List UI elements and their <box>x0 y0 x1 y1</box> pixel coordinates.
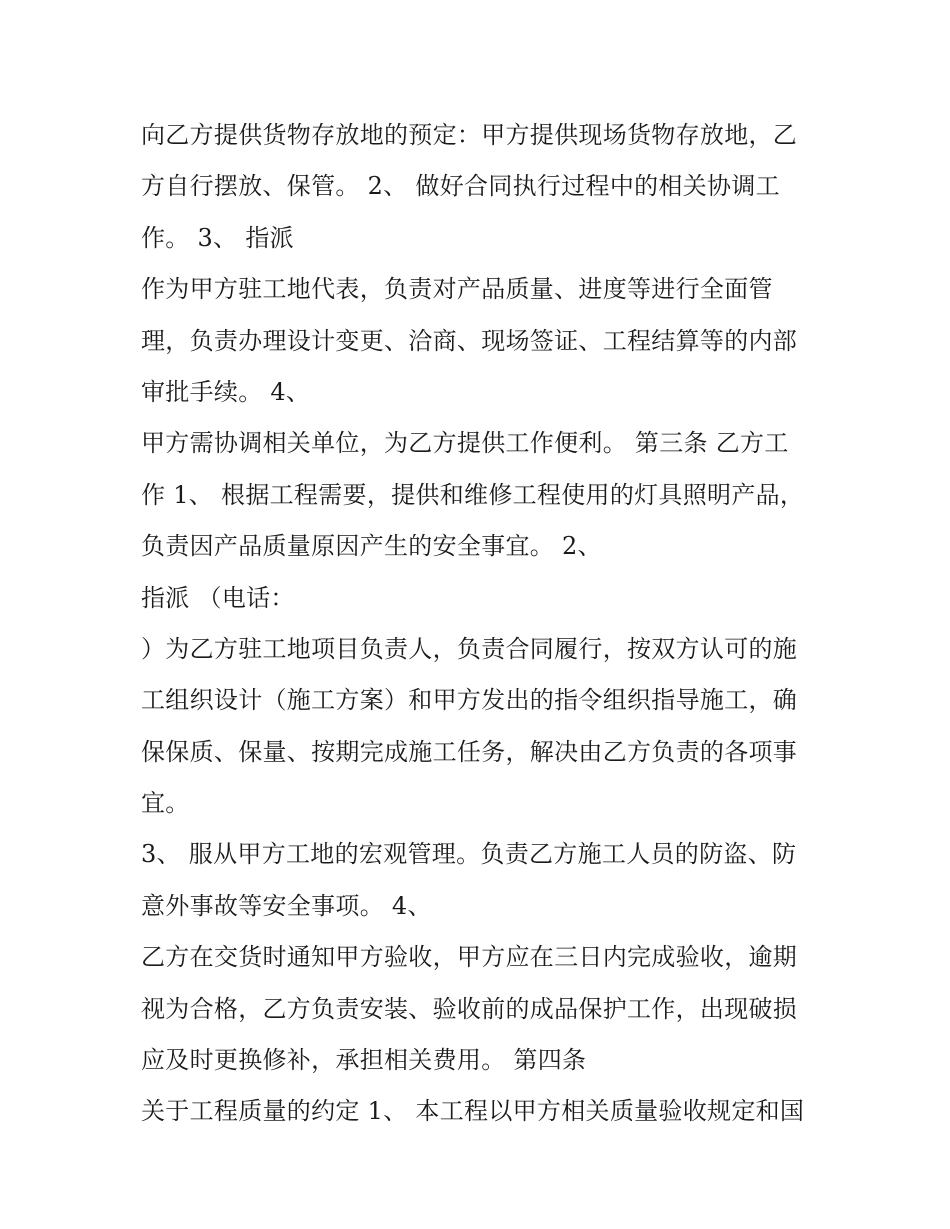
text-line: 乙方在交货时通知甲方验收，甲方应在三日内完成验收，逾期 <box>141 943 798 972</box>
text-line: 3、 服从甲方工地的宏观管理。负责乙方施工人员的防盗、防 <box>141 840 797 869</box>
text-line: 工组织设计（施工方案）和甲方发出的指令组织指导施工，确 <box>141 686 798 715</box>
text-line: 宜。 <box>141 789 190 818</box>
text-line: 甲方需协调相关单位，为乙方提供工作便利。 第三条 乙方工 <box>141 429 789 458</box>
text-line: 指派 （电话： <box>141 583 295 612</box>
text-line: 方自行摆放、保管。 2、 做好合同执行过程中的相关协调工 <box>141 172 780 201</box>
text-line: 作为甲方驻工地代表，负责对产品质量、进度等进行全面管 <box>141 275 773 304</box>
text-line: ）为乙方驻工地项目负责人，负责合同履行，按双方认可的施 <box>141 634 798 663</box>
text-line: 理，负责办理设计变更、洽商、现场签证、工程结算等的内部 <box>141 326 798 355</box>
text-line: 作。 3、 指派 <box>141 223 294 252</box>
text-line: 负责因产品质量原因产生的安全事宜。 2、 <box>141 532 602 561</box>
text-line: 应及时更换修补，承担相关费用。 第四条 <box>141 1046 587 1075</box>
text-line: 审批手续。 4、 <box>141 377 311 406</box>
contract-body-text <box>141 110 821 1138</box>
text-line: 意外事故等安全事项。 4、 <box>141 891 432 920</box>
text-line: 向乙方提供货物存放地的预定：甲方提供现场货物存放地，乙 <box>141 121 798 149</box>
text-line: 作 1、 根据工程需要，提供和维修工程使用的灯具照明产品， <box>141 480 805 509</box>
text-line: 关于工程质量的约定 1、 本工程以甲方相关质量验收规定和国 <box>141 1097 805 1126</box>
text-line: 视为合格，乙方负责安装、验收前的成品保护工作，出现破损 <box>141 994 798 1023</box>
text-line: 保保质、保量、按期完成施工任务，解决由乙方负责的各项事 <box>141 737 798 766</box>
